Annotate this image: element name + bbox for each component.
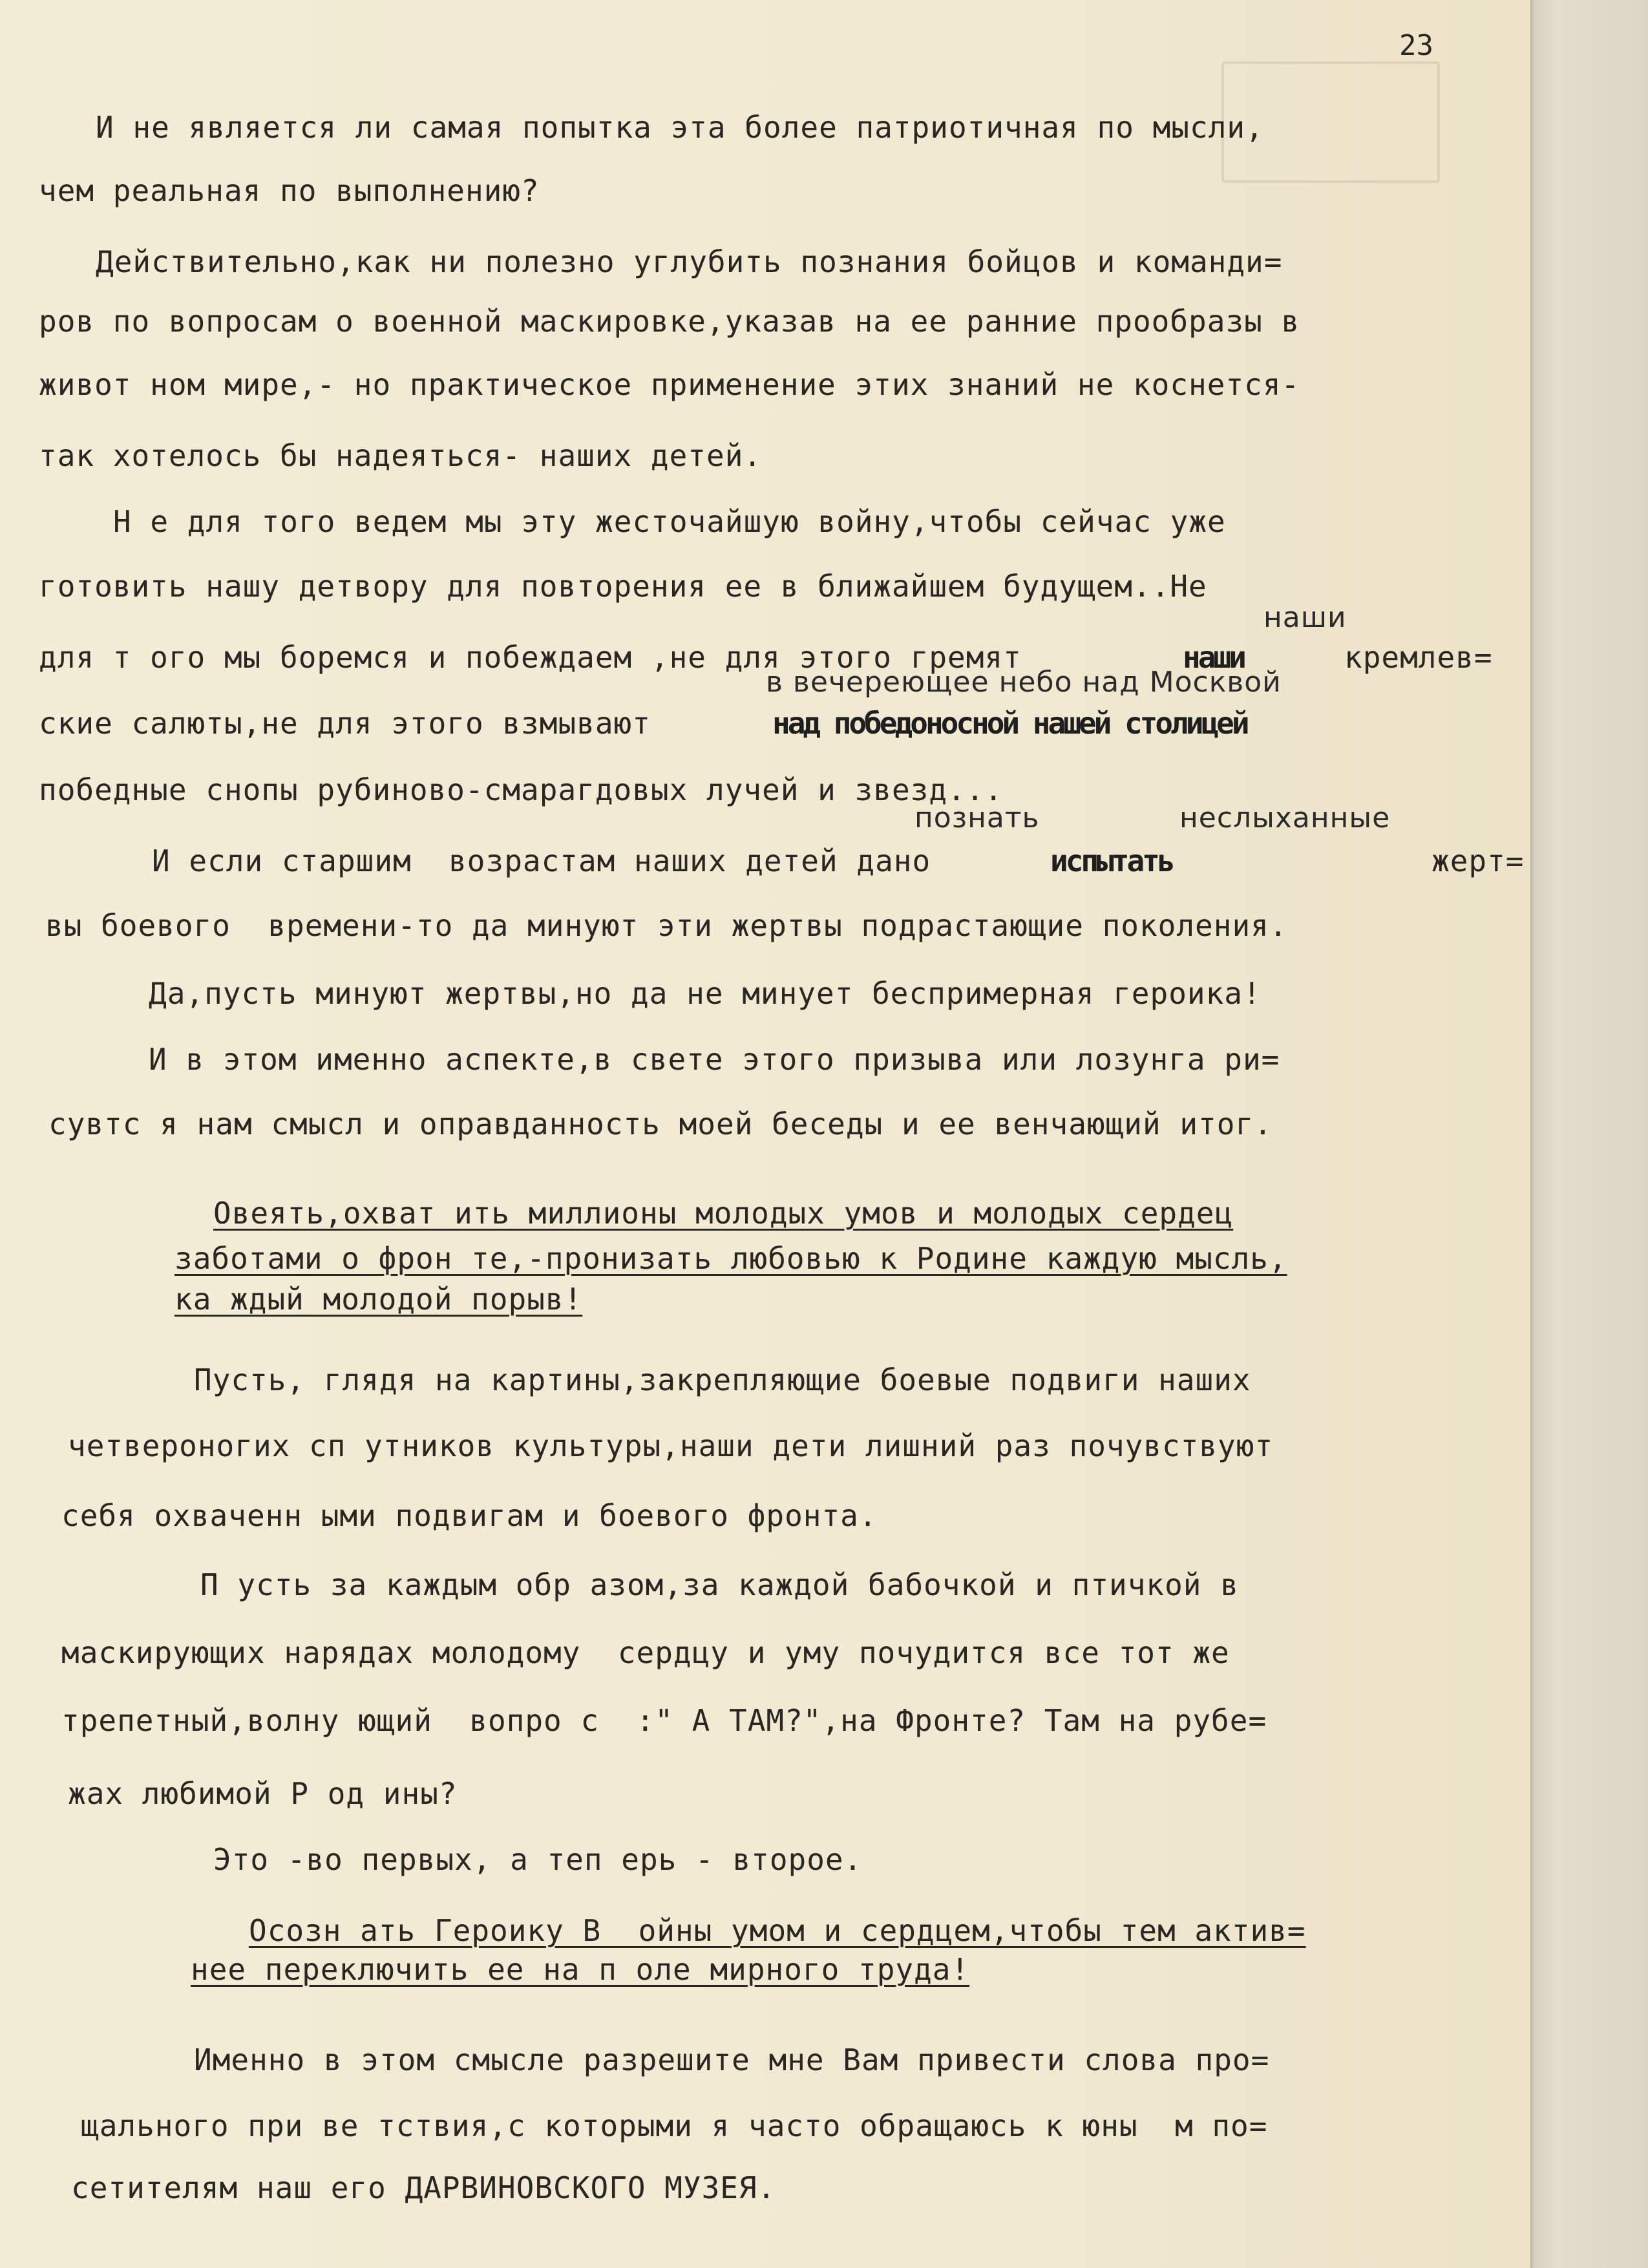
page-edge [1530, 0, 1648, 2268]
underlined-line: заботами о фрон те,-пронизать любовью к Родине каждую мысль, [174, 1241, 1287, 1276]
text-line: вы боевого времени-то да минуют эти жертвы подрастающие поколения. [45, 908, 1288, 943]
text-line: победные снопы рубиново-смарагдовых лучей и звезд... [39, 772, 1004, 807]
underlined-line: Осозн ать Героику В ойны умом и сердцем,чтобы тем актив= [249, 1913, 1306, 1948]
handwritten-correction: наши [1263, 601, 1347, 634]
text-line: кремлев= [1344, 640, 1493, 675]
text-line: Н е для того ведем мы эту жесточайшую войну,чтобы сейчас уже [113, 504, 1226, 539]
underlined-line: Овеять,охват ить миллионы молодых умов и молодых сердец [213, 1196, 1234, 1231]
text-line: готовить нашу детвору для повторения ее в ближайшем будущем..Не [39, 569, 1207, 604]
text-line: ров по вопросам о военной маскировке,указав на ее ранние прообразы в [39, 304, 1300, 339]
text-line: жерт= [1431, 843, 1525, 878]
text-line: Пусть, глядя на картины,закрепляющие боевые подвиги наших [194, 1362, 1251, 1397]
text-line: сетителям наш его ДАРВИНОВСКОГО МУЗЕЯ. [71, 2170, 776, 2205]
text-line: Именно в этом смысле разрешите мне Вам привести слова про= [194, 2042, 1270, 2077]
text-line: П усть за каждым обр азом,за каждой бабочкой и птичкой в [200, 1567, 1239, 1602]
text-line: себя охваченн ыми подвигам и боевого фронта. [61, 1498, 878, 1533]
text-line: щального при ве тствия,с которыми я часто обращаюсь к юны м по= [81, 2108, 1268, 2143]
text-line: сувтс я нам смысл и оправданность моей беседы и ее венчающий итог. [48, 1107, 1273, 1141]
text-line: трепетный,волну ющий вопро с :" А ТАМ?",на Фронте? Там на рубе= [61, 1703, 1267, 1738]
text-line: для т ого мы боремся и побеждаем ,не для этого гремят [39, 640, 1022, 675]
handwritten-correction: неслыханные [1179, 801, 1391, 834]
page-number: 23 [1399, 29, 1433, 62]
struck-text: над победоносной нашей столицей [772, 706, 1247, 741]
underlined-line: ка ждый молодой порыв! [174, 1282, 583, 1317]
handwritten-correction: познать [914, 801, 1040, 834]
struck-text: наши [1183, 640, 1244, 675]
struck-text: испытать [1050, 843, 1173, 878]
text-line: Да,пусть минуют жертвы,но да не минует беспримерная героика! [149, 976, 1262, 1011]
text-line: чем реальная по выполнению? [39, 173, 540, 208]
text-line: живот ном мире,- но практическое применение этих знаний не коснется- [39, 367, 1300, 402]
text-line: так хотелось бы надеяться- наших детей. [39, 438, 763, 473]
text-line: Действительно,как ни полезно углубить познания бойцов и команди= [96, 244, 1283, 279]
text-line: четвероногих сп утников культуры,наши дети лишний раз почувствуют [68, 1428, 1274, 1463]
text-line: ские салюты,не для этого взмывают [39, 706, 651, 741]
text-line: И не является ли самая попытка эта более патриотичная по мысли, [96, 110, 1264, 145]
text-line: И если старшим возрастам наших детей дано [152, 843, 931, 878]
handwritten-correction: в вечереющее небо над Москвой [766, 666, 1282, 699]
text-line: Это -во первых, а теп ерь - второе. [213, 1842, 863, 1877]
text-line: маскирующих нарядах молодому сердцу и уму почудится все тот же [61, 1635, 1230, 1670]
text-line: жах любимой Р од ины? [68, 1776, 458, 1811]
underlined-line: нее переключить ее на п оле мирного труда! [191, 1952, 970, 1987]
text-line: И в этом именно аспекте,в свете этого призыва или лозунга ри= [149, 1042, 1280, 1077]
